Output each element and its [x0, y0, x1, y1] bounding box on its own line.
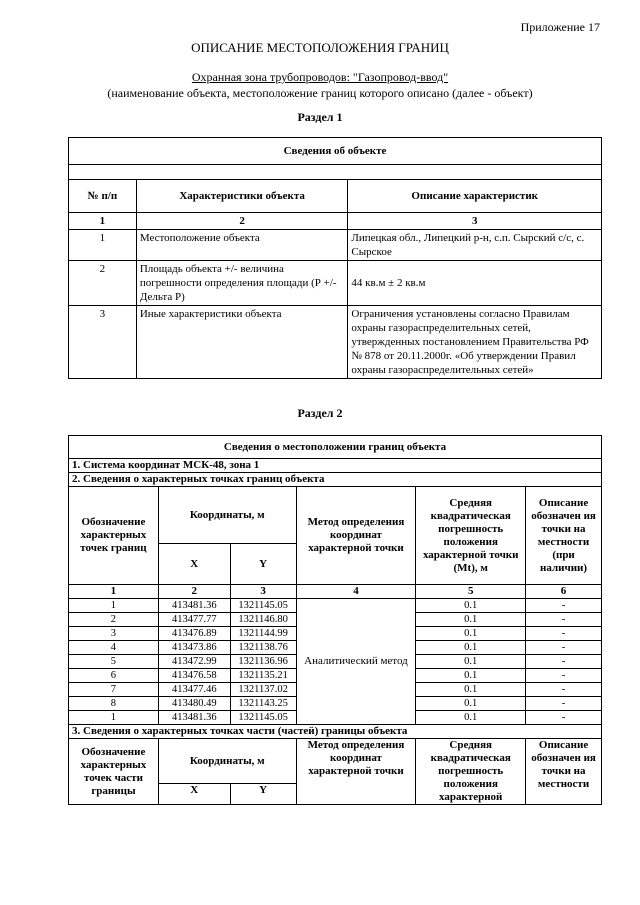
table-title: Сведения об объекте — [69, 138, 602, 165]
point-number: 6 — [69, 669, 159, 683]
row-characteristic: Местоположение объекта — [136, 230, 348, 261]
points-section-title: 2. Сведения о характерных точках границ объекта — [69, 473, 602, 487]
header-desc-part: Описание обозначен ия точки на местности — [526, 739, 602, 805]
point-y: 1321135.21 — [230, 669, 296, 683]
point-error: 0.1 — [416, 669, 526, 683]
header-characteristic: Характеристики объекта — [136, 180, 348, 213]
col-number: 2 — [158, 585, 230, 599]
document-title: ОПИСАНИЕ МЕСТОПОЛОЖЕНИЯ ГРАНИЦ — [191, 40, 449, 55]
point-number: 7 — [69, 683, 159, 697]
table-title: Сведения о местоположении границ объекта — [69, 436, 602, 459]
header-point: Обозначение характерных точек границ — [69, 487, 159, 585]
point-desc: - — [526, 655, 602, 669]
appendix-label: Приложение 17 — [520, 20, 600, 34]
point-y: 1321143.25 — [230, 697, 296, 711]
table-row — [69, 261, 602, 306]
row-characteristic: Иные характеристики объекта — [136, 306, 348, 379]
point-x: 413476.58 — [158, 669, 230, 683]
col-number: 6 — [526, 585, 602, 599]
header-y-part: Y — [230, 784, 296, 805]
point-y: 1321146.80 — [230, 613, 296, 627]
point-error: 0.1 — [416, 711, 526, 725]
method-value: Аналитический метод — [296, 599, 416, 725]
table-row — [69, 306, 602, 379]
row-characteristic: Площадь объекта +/- величина погрешности определения площади (Р +/- Дельта Р) — [136, 261, 348, 306]
point-x: 413473.86 — [158, 641, 230, 655]
col-number: 3 — [348, 213, 602, 230]
point-desc: - — [526, 669, 602, 683]
point-number: 2 — [69, 613, 159, 627]
object-info-table — [68, 137, 602, 379]
point-y: 1321144.99 — [230, 627, 296, 641]
header-y: Y — [230, 544, 296, 585]
col-number: 1 — [69, 213, 137, 230]
point-error: 0.1 — [416, 683, 526, 697]
point-error: 0.1 — [416, 655, 526, 669]
point-number: 8 — [69, 697, 159, 711]
row-description: Липецкая обл., Липецкий р-н, с.п. Сырский с/с, с. Сырское — [348, 230, 602, 261]
point-desc: - — [526, 697, 602, 711]
point-desc: - — [526, 613, 602, 627]
point-number: 3 — [69, 627, 159, 641]
row-description: 44 кв.м ± 2 кв.м — [348, 261, 602, 306]
object-name — [0, 70, 640, 85]
point-x: 413480.49 — [158, 697, 230, 711]
point-y: 1321136.96 — [230, 655, 296, 669]
header-desc: Описание обозначен ия точки на местности (при наличии) — [526, 487, 602, 585]
col-number: 5 — [416, 585, 526, 599]
header-description: Описание характеристик — [348, 180, 602, 213]
point-error: 0.1 — [416, 641, 526, 655]
header-coords-part: Координаты, м — [158, 739, 296, 784]
header-error: Средняя квадратическая погрешность положения характерной точки (Mt), м — [416, 487, 526, 585]
row-description: Ограничения установлены согласно Правилам охраны газораспределительных сетей, утвержденных постановлением Правительства РФ № 878 от 20.11.2000г. «Об утверждении Правил охраны газораспределительных сетей» — [348, 306, 602, 379]
point-error: 0.1 — [416, 613, 526, 627]
header-error-part: Средняя квадратическая погрешность положения характерной — [416, 739, 526, 805]
point-number: 1 — [69, 711, 159, 725]
section-2-title: Раздел 2 — [297, 406, 343, 420]
point-y: 1321138.76 — [230, 641, 296, 655]
coordinate-system: 1. Система координат МСК-48, зона 1 — [69, 459, 602, 473]
row-num: 1 — [69, 230, 137, 261]
header-num: № п/п — [69, 180, 137, 213]
object-name-text: Охранная зона трубопроводов: "Газопровод-ввод" — [191, 70, 449, 84]
point-x: 413477.77 — [158, 613, 230, 627]
point-x: 413481.36 — [158, 599, 230, 613]
col-number: 4 — [296, 585, 416, 599]
section-1-title: Раздел 1 — [297, 110, 343, 124]
col-number: 1 — [69, 585, 159, 599]
point-y: 1321145.05 — [230, 711, 296, 725]
point-number: 4 — [69, 641, 159, 655]
point-desc: - — [526, 711, 602, 725]
header-point-part: Обозначение характерных точек части границы — [69, 739, 159, 805]
point-desc: - — [526, 627, 602, 641]
point-y: 1321145.05 — [230, 599, 296, 613]
spacer-row — [69, 165, 602, 180]
row-num: 3 — [69, 306, 137, 379]
header-coords: Координаты, м — [158, 487, 296, 544]
header-method-part: Метод определения координат характерной точки — [296, 739, 416, 805]
point-desc: - — [526, 599, 602, 613]
table-row — [69, 599, 602, 613]
boundary-points-table — [68, 435, 602, 805]
row-num: 2 — [69, 261, 137, 306]
point-y: 1321137.02 — [230, 683, 296, 697]
point-x: 413476.89 — [158, 627, 230, 641]
header-x: X — [158, 544, 230, 585]
point-number: 1 — [69, 599, 159, 613]
header-x-part: X — [158, 784, 230, 805]
point-error: 0.1 — [416, 627, 526, 641]
table-row — [69, 230, 602, 261]
point-x: 413472.99 — [158, 655, 230, 669]
col-number: 3 — [230, 585, 296, 599]
header-method: Метод определения координат характерной точки — [296, 487, 416, 585]
col-number: 2 — [136, 213, 348, 230]
point-error: 0.1 — [416, 697, 526, 711]
point-desc: - — [526, 683, 602, 697]
point-x: 413477.46 — [158, 683, 230, 697]
point-desc: - — [526, 641, 602, 655]
point-number: 5 — [69, 655, 159, 669]
point-x: 413481.36 — [158, 711, 230, 725]
object-note: (наименование объекта, местоположение границ которого описано (далее - объект) — [107, 86, 533, 100]
point-error: 0.1 — [416, 599, 526, 613]
part-points-section-title: 3. Сведения о характерных точках части (частей) границы объекта — [69, 725, 602, 739]
